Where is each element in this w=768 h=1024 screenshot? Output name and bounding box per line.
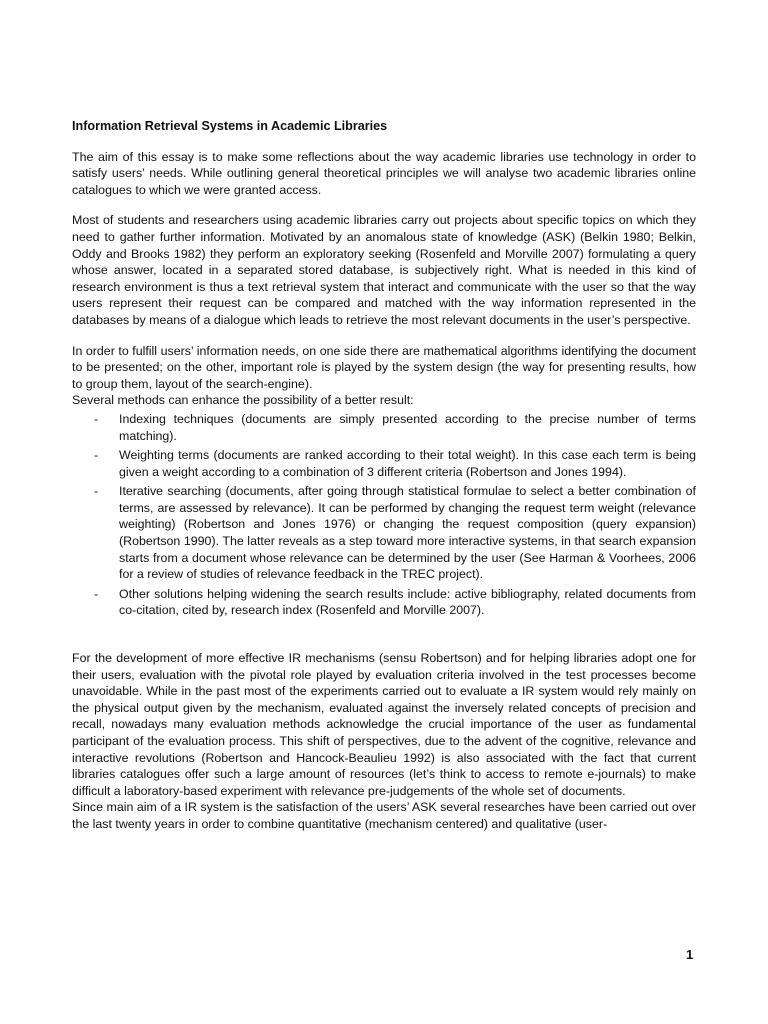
bullet-dash: -: [94, 484, 99, 499]
list-item-text: Iterative searching (documents, after going through statistical formulae to select a better combination of terms, are assessed by relevance). It can be performed by changing the request term weight (relevance weighting) (Robertson and Jones 1976) or changing the request composition (query expansion) (Robertson 1990). The latter reveals as a step toward more interactive systems, in that search expansion starts from a document whose relevance can be determined by the user (See Harman & Voorhees, 2006 for a review of studies of relevance feedback in the TREC project).: [119, 484, 696, 582]
bullet-dash: -: [94, 586, 99, 601]
paragraph-methods-intro: Several methods can enhance the possibility of a better result:: [72, 393, 414, 408]
list-item: [72, 483, 696, 583]
bullet-dash: -: [94, 448, 99, 463]
paragraph-needs: In order to fulfill users’ information needs, on one side there are mathematical algorithms identifying the document to be presented; on the other, important role is played by the system design (the way for presenting results, how to group them, layout of the search-engine).: [72, 343, 696, 391]
document-body: [72, 118, 696, 833]
list-item-text: Weighting terms (documents are ranked according to their total weight). In this case each term is being given a weight according to a combination of 3 different criteria (Robertson and Jones 1994).: [119, 448, 696, 479]
paragraph-evaluation: For the development of more effective IR mechanisms (sensu Robertson) and for helping libraries adopt one for their users, evaluation with the pivotal role played by evaluation criteria involved in the test processes become unavoidable. While in the past most of the experiments carried out to evaluate a IR system would rely mainly on the physical output given by the mechanism, evaluated against the inversely related concepts of precision and recall, nowadays many evaluation methods acknowledge the crucial importance of the user as fundamental participant of the evaluation process. This shift of perspectives, due to the advent of the cognitive, relevance and interactive revolutions (Robertson and Hancock-Beaulieu 1992) is also associated with the fact that current libraries catalogues offer such a large amount of resources (let’s think to access to remote e-journals) to make difficult a laboratory-based experiment with relevance pre-judgements of the whole set of documents.: [72, 651, 696, 798]
paragraph-ask: Since main aim of a IR system is the satisfaction of the users’ ASK several researches have been carried out over the last twenty years in order to combine quantitative (mechanism centered) and qualitative (user-: [72, 800, 696, 831]
methods-list: [72, 411, 696, 619]
list-item: [72, 447, 696, 480]
list-item: [72, 411, 696, 444]
list-item-text: Indexing techniques (documents are simply presented according to the precise number of terms matching).: [119, 411, 696, 443]
page-number: 1: [686, 947, 694, 962]
paragraph-intro: The aim of this essay is to make some reflections about the way academic libraries use technology in order to satisfy users’ needs. While outlining general theoretical principles we will analyse two academic libraries online catalogues to which we were granted access.: [72, 149, 696, 197]
document-title: Information Retrieval Systems in Academic Libraries: [72, 119, 388, 133]
list-item: [72, 586, 696, 619]
section-gap: [72, 622, 696, 650]
list-item-text: Other solutions helping widening the search results include: active bibliography, related documents from co-citation, cited by, research index (Rosenfeld and Morville 2007).: [119, 586, 696, 618]
paragraph-users: Most of students and researchers using academic libraries carry out projects about specific topics on which they need to gather further information. Motivated by an anomalous state of knowledge (ASK) (Belkin 1980; Belkin, Oddy and Brooks 1982) they perform an exploratory seeking (Rosenfeld and Morville 2007) formulating a query whose answer, located in a separated stored database, is subjectively right. What is needed in this kind of research environment is thus a text retrieval system that interact and communicate with the user so that the way users represent their request can be compared and matched with the way information represented in the databases by means of a dialogue which leads to retrieve the most relevant documents in the user’s perspective.: [72, 213, 696, 327]
bullet-dash: -: [94, 411, 99, 426]
